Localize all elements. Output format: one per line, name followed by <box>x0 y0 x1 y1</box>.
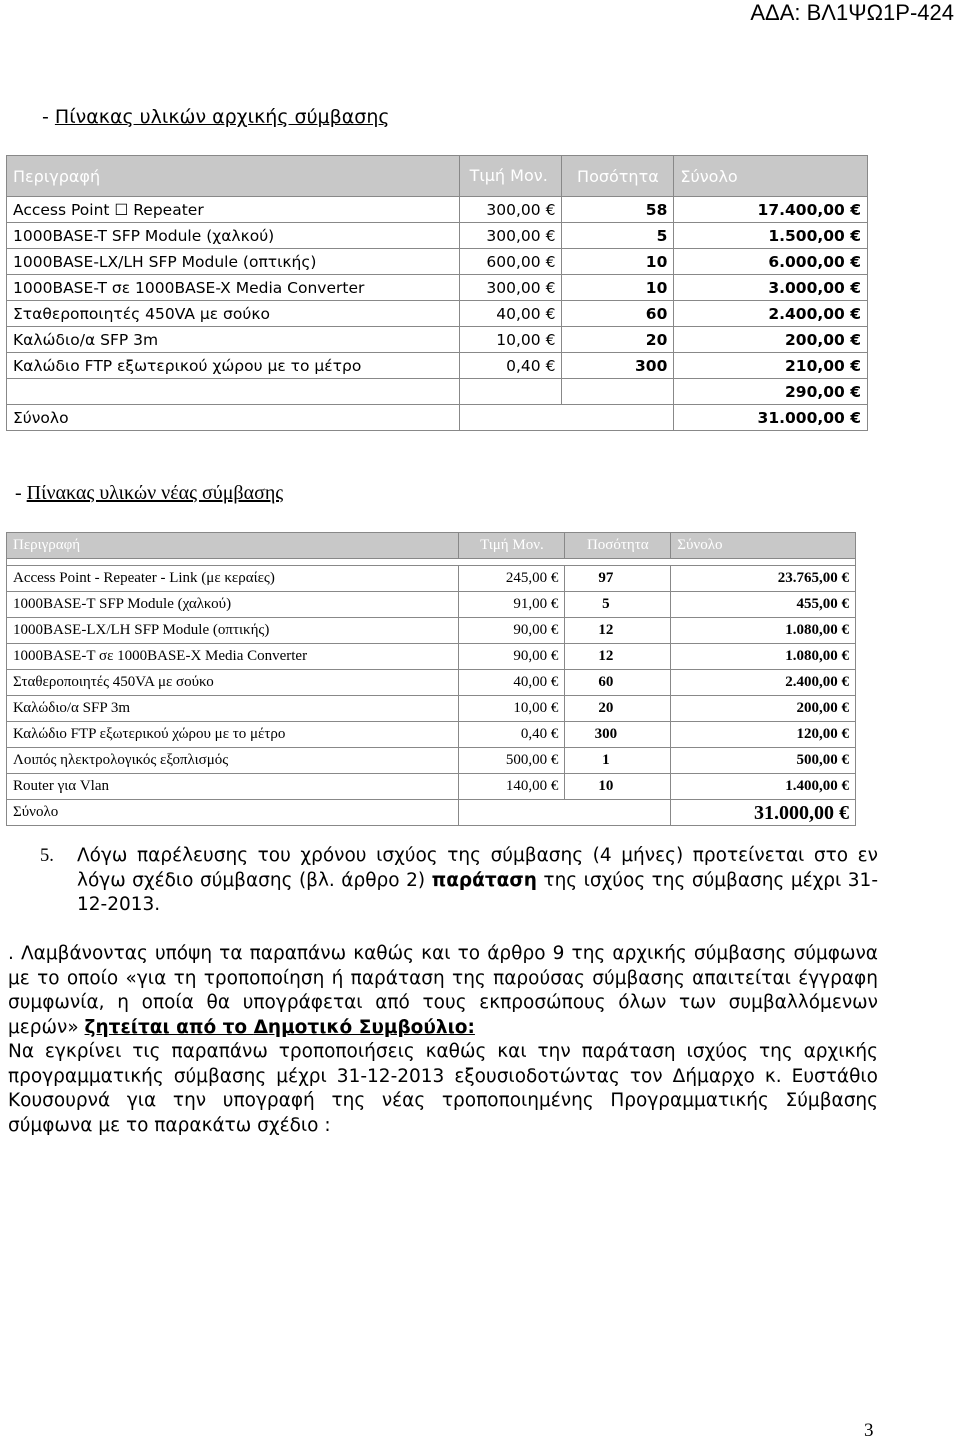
table-row <box>7 592 856 618</box>
row-total: 455,00 € <box>671 592 856 618</box>
row-total: 23.765,00 € <box>671 566 856 592</box>
row-description: 1000BASE-LX/LH SFP Module (οπτικής) <box>7 249 460 275</box>
table-sum-row <box>7 405 868 431</box>
row-quantity: 1 <box>565 748 671 774</box>
paragraph-5-text: Λόγω παρέλευσης του χρόνου ισχύος της σύμβασης (4 μήνες) προτείνεται στο εν λόγω σχέδιο σύμβασης (βλ. άρθρο 2) παράταση της ισχύος της σύμβασης μέχρι 31-12-2013. <box>77 845 879 915</box>
row-total: 120,00 € <box>671 722 856 748</box>
ada-code: ΑΔΑ: ΒΛ1ΨΩ1Ρ-424 <box>750 0 954 25</box>
sum-total: 31.000,00 € <box>671 800 856 826</box>
col-unit-price: Τιμή Μον. <box>459 533 565 559</box>
table-row <box>7 223 868 249</box>
row-total: 200,00 € <box>674 327 868 353</box>
row-description: 1000BASE-T σε 1000BASE-X Media Converter <box>7 275 460 301</box>
col-quantity: Ποσότητα <box>565 533 671 559</box>
row-quantity: 300 <box>565 722 671 748</box>
row-quantity: 20 <box>565 696 671 722</box>
row-total: 17.400,00 € <box>674 197 868 223</box>
section2-dash: - <box>15 482 27 504</box>
row-quantity: 97 <box>565 566 671 592</box>
row-total: 210,00 € <box>674 353 868 379</box>
row-total: 1.500,00 € <box>674 223 868 249</box>
row-total: 2.400,00 € <box>671 670 856 696</box>
row-description: Λοιπός ηλεκτρολογικός εξοπλισμός <box>7 748 459 774</box>
row-description: 1000BASE-T σε 1000BASE-X Media Converter <box>7 644 459 670</box>
row-unit-price: 245,00 € <box>459 566 565 592</box>
row-quantity: 20 <box>562 327 674 353</box>
paragraph-5 <box>40 844 878 918</box>
col-description: Περιγραφή <box>7 156 460 197</box>
row-unit-price: 40,00 € <box>459 301 562 327</box>
row-description: 1000BASE-LX/LH SFP Module (οπτικής) <box>7 618 459 644</box>
row-description: Καλώδιο FTP εξωτερικού χώρου με το μέτρο <box>7 353 460 379</box>
table-header-row <box>7 533 856 559</box>
row-unit-price: 140,00 € <box>459 774 565 800</box>
row-description: 1000BASE-T SFP Module (χαλκού) <box>7 223 460 249</box>
row-description: Σταθεροποιητές 450VA με σούκο <box>7 670 459 696</box>
row-unit-price: 10,00 € <box>459 696 565 722</box>
row-unit-price: 90,00 € <box>459 644 565 670</box>
row-total: 1.400,00 € <box>671 774 856 800</box>
row-description: Καλώδιο FTP εξωτερικού χώρου με το μέτρο <box>7 722 459 748</box>
row-unit-price: 300,00 € <box>459 197 562 223</box>
row-unit-price: 90,00 € <box>459 618 565 644</box>
table-row <box>7 379 868 405</box>
row-total: 200,00 € <box>671 696 856 722</box>
row-quantity: 10 <box>562 249 674 275</box>
section2-title: Πίνακας υλικών νέας σύμβασης <box>26 482 284 504</box>
col-description: Περιγραφή <box>7 533 459 559</box>
table-row <box>7 197 868 223</box>
row-description: Σταθεροποιητές 450VA με σούκο <box>7 301 460 327</box>
table-row <box>7 353 868 379</box>
sum-label: Σύνολο <box>7 405 460 431</box>
row-total: 2.400,00 € <box>674 301 868 327</box>
row-description: Access Point ☐ Repeater <box>7 197 460 223</box>
row-description: Router για Vlan <box>7 774 459 800</box>
page-number: 3 <box>864 1420 874 1441</box>
row-quantity: 60 <box>565 670 671 696</box>
row-description: Access Point - Repeater - Link (με κεραίες) <box>7 566 459 592</box>
row-quantity: 10 <box>562 275 674 301</box>
section1-dash: - <box>42 106 55 128</box>
table-row <box>7 275 868 301</box>
paragraph-number: 5. <box>40 846 54 866</box>
section2-heading <box>15 482 283 505</box>
council-request: ζητείται από το Δημοτικό Συμβούλιο: <box>84 1016 475 1038</box>
decision-text: Να εγκρίνει τις παραπάνω τροποποιήσεις καθώς και την παράταση ισχύος της αρχικής προγραμματικής σύμβασης μέχρι 31-12-2013 εξουσιοδοτώντας τον Δήμαρχο κ. Ευστάθιο Κουσουρνά για την υπογραφή της νέας τροποποιημένης Προγραμματικής Σύμβασης σύμφωνα με το παρακάτω σχέδιο : <box>8 1041 878 1136</box>
row-unit-price: 300,00 € <box>459 223 562 249</box>
sum-label: Σύνολο <box>7 800 459 826</box>
row-total: 3.000,00 € <box>674 275 868 301</box>
section1-title: Πίνακας υλικών αρχικής σύμβασης <box>54 106 390 128</box>
row-quantity: 58 <box>562 197 674 223</box>
row-total: 1.080,00 € <box>671 618 856 644</box>
table-header-row <box>7 156 868 197</box>
row-total: 500,00 € <box>671 748 856 774</box>
col-quantity: Ποσότητα <box>562 156 674 197</box>
table-row <box>7 774 856 800</box>
row-total: 1.080,00 € <box>671 644 856 670</box>
table-row <box>7 249 868 275</box>
row-quantity: 60 <box>562 301 674 327</box>
table-row <box>7 748 856 774</box>
paragraph-decision: . Λαμβάνοντας υπόψη τα παραπάνω καθώς και το άρθρο 9 της αρχικής σύμβασης σύμφωνα με το οποίο «για τη τροποποίηση ή παράταση της παρούσας σύμβασης απαιτείται έγγραφη συμφωνία, η οποία θα υπογράφεται από τους εκπροσώπους όλων των συμβαλλόμενων μερών» ζητείται από το Δημοτικό Συμβούλιο: Να εγκρίνει τις παραπάνω τροποποιήσεις καθώς και την παράταση ισχύος της αρχικής προγραμματικής σύμβασης μέχρι 31-12-2013 εξουσιοδοτώντας τον Δήμαρχο κ. Ευστάθιο Κουσουρνά για την υπογραφή της νέας τροποποιημένης Προγραμματικής Σύμβασης σύμφωνα με το παρακάτω σχέδιο : <box>8 943 878 1136</box>
row-unit-price: 40,00 € <box>459 670 565 696</box>
table-row <box>7 696 856 722</box>
row-unit-price: 500,00 € <box>459 748 565 774</box>
table-row <box>7 618 856 644</box>
row-quantity: 5 <box>562 223 674 249</box>
table-row <box>7 670 856 696</box>
extra-total: 290,00 € <box>674 379 868 405</box>
table-row <box>7 722 856 748</box>
row-quantity: 300 <box>562 353 674 379</box>
section1-heading <box>42 106 390 128</box>
row-quantity: 12 <box>565 618 671 644</box>
row-quantity: 5 <box>565 592 671 618</box>
row-unit-price: 600,00 € <box>459 249 562 275</box>
row-unit-price: 300,00 € <box>459 275 562 301</box>
col-total: Σύνολο <box>674 156 868 197</box>
sum-total: 31.000,00 € <box>674 405 868 431</box>
row-description: Καλώδιο/α SFP 3m <box>7 327 460 353</box>
original-materials-table <box>6 155 868 431</box>
col-total: Σύνολο <box>671 533 856 559</box>
table-row <box>7 644 856 670</box>
row-unit-price: 91,00 € <box>459 592 565 618</box>
row-description: Καλώδιο/α SFP 3m <box>7 696 459 722</box>
row-unit-price: 0,40 € <box>459 353 562 379</box>
table-row <box>7 566 856 592</box>
row-description: 1000BASE-T SFP Module (χαλκού) <box>7 592 459 618</box>
new-materials-table <box>6 532 856 826</box>
row-total: 6.000,00 € <box>674 249 868 275</box>
row-quantity: 10 <box>565 774 671 800</box>
table-sum-row <box>7 800 856 826</box>
table-row <box>7 327 868 353</box>
row-unit-price: 0,40 € <box>459 722 565 748</box>
row-unit-price: 10,00 € <box>459 327 562 353</box>
row-quantity: 12 <box>565 644 671 670</box>
table-row <box>7 301 868 327</box>
col-unit-price: Τιμή Μον. <box>459 156 562 197</box>
